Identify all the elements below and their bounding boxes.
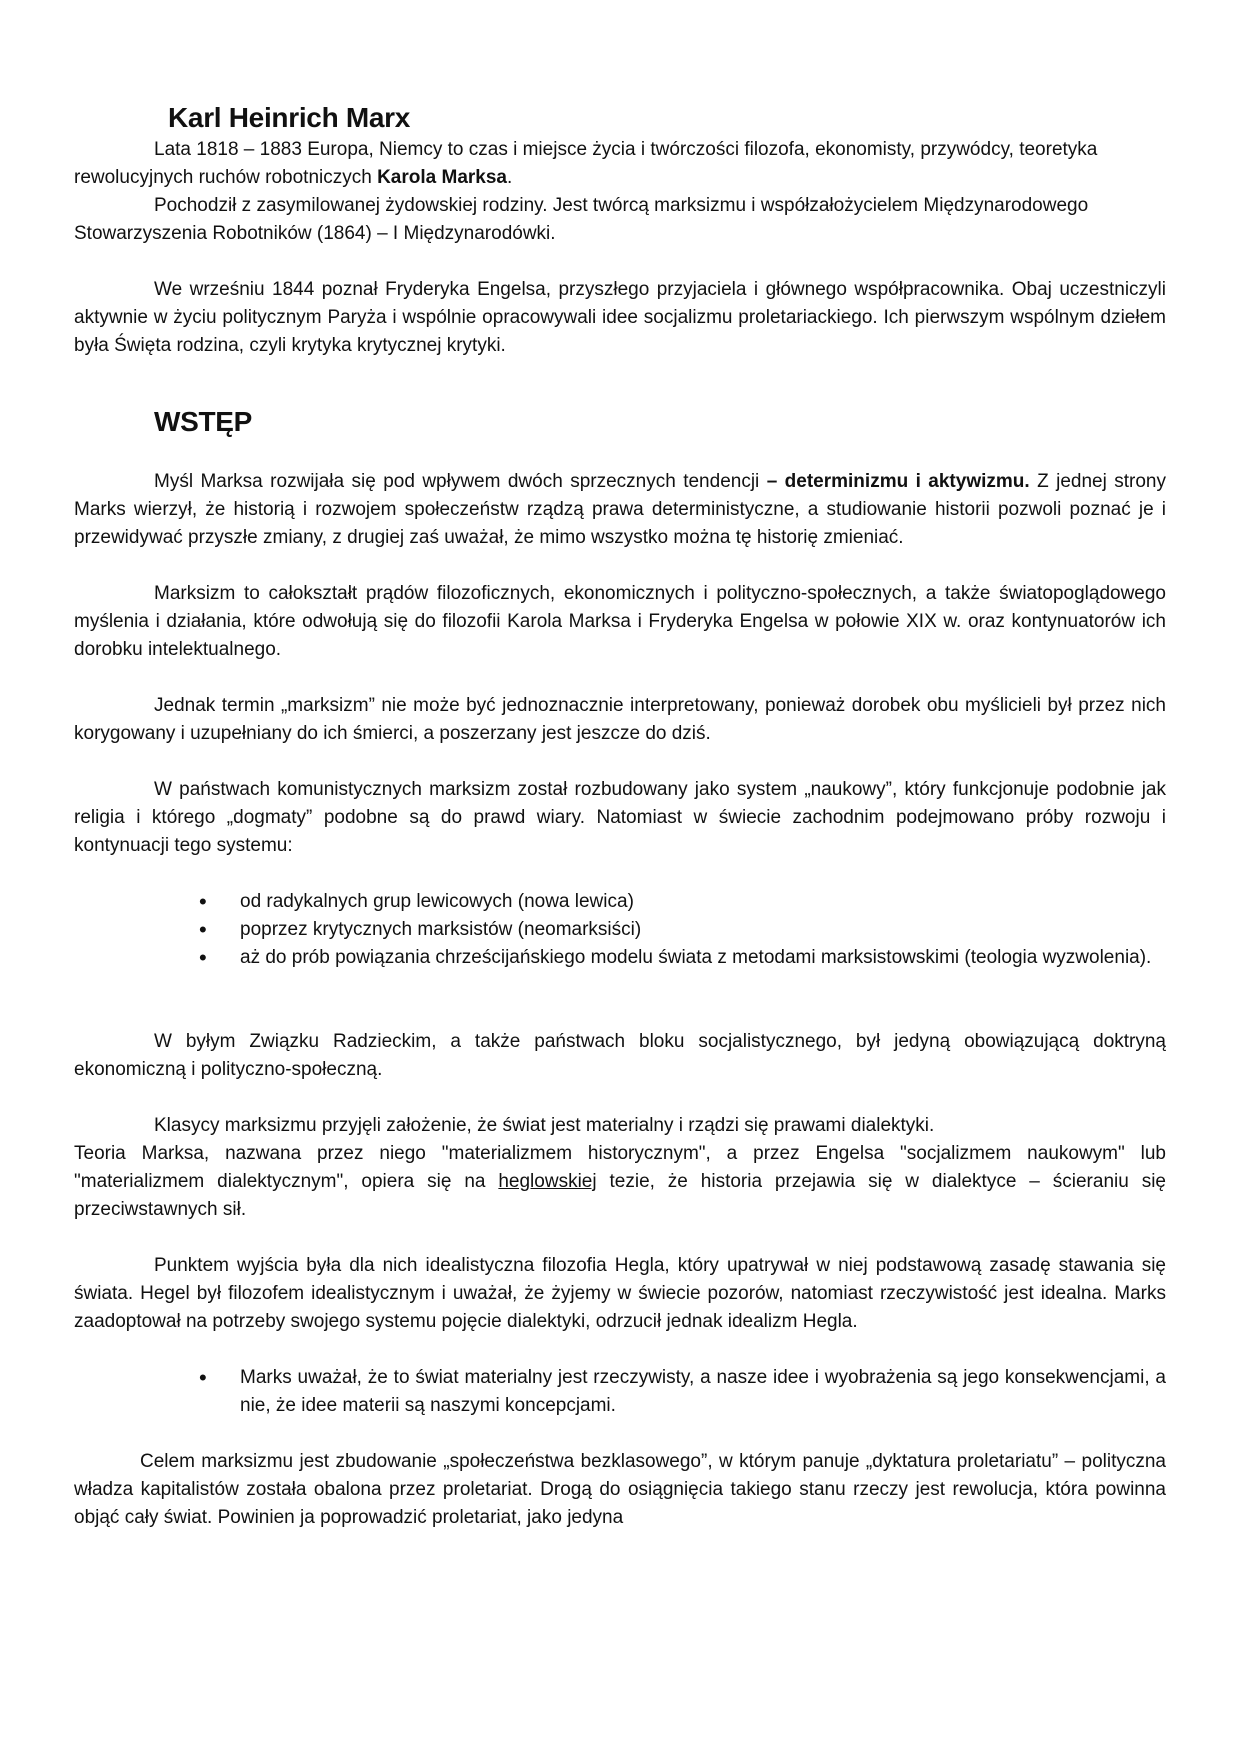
spacer — [74, 1420, 1166, 1448]
paragraph-determinism-end: Z jednej strony Marks wierzył, że historią i rozwojem społeczeństw rządzą prawa deterministyczne, a studiowanie historii pozwoli poznać je i przewidywać przyszłe zmiany, z drugiej zaś uważał, że mimo wszystko można tę historię zmieniać. — [74, 471, 1166, 548]
paragraph-determinism — [74, 468, 1166, 552]
intro-paragraph-3: We wrześniu 1844 poznał Fryderyka Engelsa, przyszłego przyjaciela i głównego współpracownika. Obaj uczestniczyli aktywnie w życiu politycznym Paryża i wspólnie opracowywali idee socjalizmu proletariackiego. Ich pierwszym wspólnym dziełem była Święta rodzina, czyli krytyka krytycznej krytyki. — [74, 279, 1166, 356]
spacer — [74, 1084, 1166, 1112]
list-item: • aż do prób powiązania chrześcijańskiego modelu świata z metodami marksistowskimi (teologia wyzwolenia). — [74, 944, 1166, 972]
spacer — [74, 664, 1166, 692]
spacer — [74, 1224, 1166, 1252]
paragraph-marksizm-definition: Marksizm to całokształt prądów filozoficznych, ekonomicznych i polityczno-społecznych, a także światopoglądowego myślenia i działania, które odwołują się do filozofii Karola Marksa i Fryderyka Engelsa w połowie XIX w. oraz kontynuatorów ich dorobku intelektualnego. — [74, 583, 1166, 660]
paragraph-communist-states: W państwach komunistycznych marksizm został rozbudowany jako system „naukowy”, który funkcjonuje podobnie jak religia i którego „dogmaty” podobne są do prawd wiary. Natomiast w świecie zachodnim podejmowano próby rozwoju i kontynuacji tego systemu: — [74, 779, 1166, 856]
heglowskiej-link[interactable]: heglowskiej — [498, 1171, 597, 1192]
intro-paragraph-1 — [74, 136, 1166, 192]
spacer — [74, 552, 1166, 580]
spacer — [74, 748, 1166, 776]
karola-marksa-bold: Karola Marksa — [377, 167, 507, 188]
document-title: Karl Heinrich Marx — [168, 102, 411, 133]
intro-text-1: Lata 1818 – 1883 Europa, Niemcy to czas i miejsce życia i twórczości filozofa, ekonomisty, przywódcy, teoretyka rewolucyjnych ruchów robotniczych — [74, 139, 1098, 188]
paragraph-soviet-union: W byłym Związku Radzieckim, a także państwach bloku socjalistycznego, był jedyną obowiązującą doktryną ekonomiczną i polityczno-społeczną. — [74, 1031, 1166, 1080]
spacer — [74, 248, 1166, 276]
section-heading-wstep: WSTĘP — [154, 406, 253, 437]
paragraph-theory — [74, 1140, 1166, 1224]
list-item: • Marks uważał, że to świat materialny jest rzeczywisty, a nasze idee i wyobrażenia są jego konsekwencjami, a nie, że idee materii są naszymi koncepcjami. — [74, 1364, 1166, 1420]
bullet-list-materialism — [74, 1364, 1166, 1420]
list-item: • od radykalnych grup lewicowych (nowa lewica) — [74, 888, 1166, 916]
paragraph-goal: Celem marksizmu jest zbudowanie „społeczeństwa bezklasowego”, w którym panuje „dyktatura proletariatu” – polityczna władza kapitalistów została obalona przez proletariat. Drogą do osiągnięcia takiego stanu rzeczy jest rewolucja, która powinna objąć cały świat. Powinien ja poprowadzić proletariat, jako jedyna — [74, 1451, 1166, 1528]
paragraph-term-marksizm: Jednak termin „marksizm” nie może być jednoznacznie interpretowany, ponieważ dorobek obu myślicieli był przez nich korygowany i uzupełniany do ich śmierci, a poszerzany jest jeszcze do dziś. — [74, 695, 1166, 744]
spacer — [74, 440, 1166, 468]
intro-paragraph-2: Pochodził z zasymilowanej żydowskiej rodziny. Jest twórcą marksizmu i współzałożycielem Międzynarodowego Stowarzyszenia Robotników (1864) – I Międzynarodówki. — [74, 195, 1089, 244]
list-item: • poprzez krytycznych marksistów (neomarksiści) — [74, 916, 1166, 944]
paragraph-classics: Klasycy marksizmu przyjęli założenie, że świat jest materialny i rządzi się prawami dialektyki. — [154, 1115, 935, 1136]
determinism-bold: – determinizmu i aktywizmu. — [766, 471, 1030, 492]
spacer — [74, 1336, 1166, 1364]
paragraph-theory-start: Teoria Marksa, nazwana przez niego "materializmem historycznym", a przez Engelsa "socjalizmem naukowym" lub "materializmem dialektycznym", opiera się na — [74, 1143, 1166, 1192]
spacer — [74, 860, 1166, 888]
document-page — [74, 100, 1166, 1532]
intro-text-1-end: . — [506, 167, 513, 188]
paragraph-theory-end: tezie, że historia przejawia się w dialektyce – ścieraniu się przeciwstawnych sił. — [74, 1171, 1166, 1220]
spacer — [74, 972, 1166, 1028]
bullet-list-development — [74, 888, 1166, 972]
spacer — [74, 360, 1166, 404]
paragraph-determinism-start: Myśl Marksa rozwijała się pod wpływem dwóch sprzecznych tendencji — [154, 471, 767, 492]
paragraph-hegel: Punktem wyjścia była dla nich idealistyczna filozofia Hegla, który upatrywał w niej podstawową zasadę stawania się świata. Hegel był filozofem idealistycznym i uważał, że żyjemy w świecie pozorów, natomiast rzeczywistość jest idealna. Marks zaadoptował na potrzeby swojego systemu pojęcie dialektyki, odrzucił jednak idealizm Hegla. — [74, 1255, 1166, 1332]
